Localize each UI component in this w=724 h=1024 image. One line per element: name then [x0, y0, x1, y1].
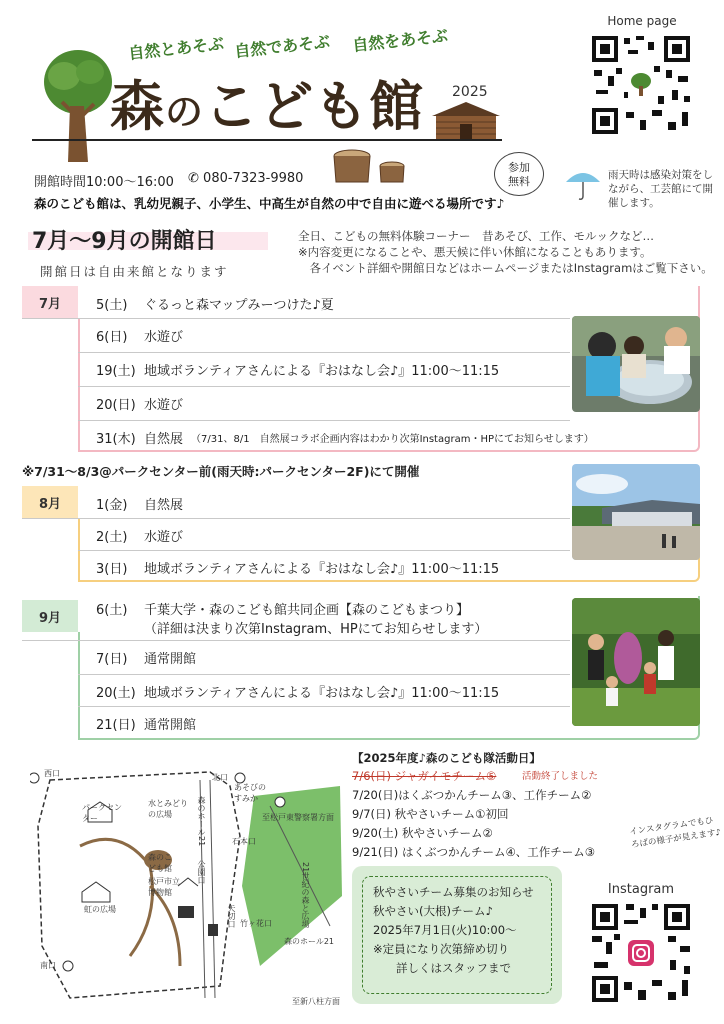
- activity-item: 9/21(日) はくぶつかんチーム④、工作チーム③: [352, 845, 596, 859]
- title-rest: こども館: [204, 75, 425, 138]
- event-date: 6(日): [96, 329, 128, 345]
- event-subtext-text: （詳細は決まり次第Instagram、HPにてお知らせします）: [144, 621, 488, 637]
- tagline-2: 自然であそぶ: [233, 32, 331, 61]
- event-date: 6(土): [96, 602, 128, 618]
- map-label: 虹の広場: [84, 905, 116, 914]
- event-text: 通常開館: [144, 651, 197, 667]
- intro-text: 森のこども館は、乳幼児親子、小学生、中高生が自然の中で自由に遊べる場所です♪: [34, 196, 505, 211]
- event-text: 水遊び: [144, 397, 184, 413]
- month-label-august: 8月: [22, 486, 78, 518]
- map-label: 南口: [40, 961, 56, 970]
- map-label: 至松戸東警察署方面: [262, 813, 334, 822]
- event-date: 20(土): [96, 685, 136, 701]
- tagline-3: 自然をあそぶ: [351, 26, 449, 55]
- recruit-box: [352, 866, 562, 1004]
- month-label-september: 9月: [22, 600, 78, 632]
- map-label: 21世紀の森と広場: [301, 862, 310, 929]
- park-center-photo: [572, 464, 700, 560]
- recruit-line: 秋やさいチーム募集のお知らせ: [373, 885, 534, 899]
- activity-item: 9/7(日) 秋やさいチーム①初回: [352, 807, 509, 821]
- event-text: ぐるっと森マップみーつけた♪夏: [144, 297, 334, 313]
- tagline-1: 自然とあそぶ: [127, 34, 225, 63]
- instagram-qr-code[interactable]: [588, 900, 694, 1006]
- list-item: [78, 706, 196, 740]
- map-label: 公園口: [197, 860, 206, 884]
- list-item: [78, 486, 183, 520]
- list-item: [78, 318, 183, 352]
- map-label: 森のホール21: [197, 796, 206, 847]
- event-text: 地域ボランティアさんによる『おはなし会♪』11:00～11:15: [144, 561, 500, 577]
- map-label: 至新八柱方面: [292, 997, 340, 1006]
- schedule-subtitle: 開館日は自由来館となります: [40, 264, 229, 279]
- map-label: 竹ヶ花口: [240, 919, 272, 928]
- instagram-note: インスタグラムでもひろばの様子が見えます♪: [628, 815, 722, 851]
- list-item: [78, 518, 183, 552]
- map-label: 松戸市立博物館: [148, 877, 180, 897]
- event-date: 21(日): [96, 717, 136, 733]
- event-text: 地域ボランティアさんによる『おはなし会♪』11:00～11:15: [144, 685, 500, 701]
- title-no: の: [165, 90, 205, 134]
- page-title: [110, 64, 424, 141]
- map-label: 石本口: [232, 837, 256, 846]
- event-date: 5(土): [96, 297, 128, 313]
- event-text: 通常開館: [144, 717, 197, 733]
- map-label: パークセンター: [82, 803, 122, 823]
- opening-hours: 開館時間10:00～16:00: [34, 175, 174, 190]
- event-subtext: （7/31、8/1 自然展コラボ企画内容はわかり次第Instagram・HPにてお知らせします）: [191, 433, 594, 445]
- year-label: 2025: [452, 84, 488, 100]
- cabin-icon: [428, 100, 504, 142]
- event-date: 19(土): [96, 363, 136, 379]
- event-date: 20(日): [96, 397, 136, 413]
- event-text: 自然展: [144, 497, 184, 513]
- event-subtext: [144, 616, 487, 638]
- note-line: 全日、こどもの無料体験コーナー 昔あそび、工作、モルックなど…: [298, 229, 655, 243]
- map-label: 水とみどりの広場: [148, 799, 188, 819]
- free-badge-line2: 無料: [508, 175, 530, 188]
- activities-title: 【2025年度♪森のこども隊活動日】: [352, 751, 541, 765]
- title-main: 森: [110, 75, 165, 138]
- list-item: [78, 386, 183, 420]
- water-play-photo: [572, 316, 700, 412]
- map-label: 西口: [44, 769, 60, 778]
- phone-value: 080-7323-9980: [203, 171, 304, 186]
- event-text: 水遊び: [144, 529, 184, 545]
- umbrella-icon: [562, 162, 604, 202]
- list-item: [78, 674, 499, 708]
- event-text: 千葉大学・森のこども館共同企画【森のこどもまつり】: [144, 602, 470, 618]
- phone-number: [188, 171, 303, 186]
- recruit-line: ※定員になり次第締め切り: [373, 942, 510, 956]
- event-text: 自然展: [144, 431, 184, 447]
- homepage-qr-code[interactable]: [588, 32, 694, 138]
- map-label: 森のこども館: [148, 853, 172, 873]
- map-label: 森のホール21: [284, 937, 335, 946]
- note-line: 各イベント詳細や開館日などはホームページまたはInstagramはご覧下さい。: [298, 261, 713, 275]
- event-text: 地域ボランティアさんによる『おはなし会♪』11:00～11:15: [144, 363, 500, 379]
- map-label: あそびのすみか: [234, 783, 266, 803]
- recruit-line: 秋やさい(大根)チーム♪: [373, 904, 493, 918]
- event-date: 2(土): [96, 529, 128, 545]
- map-label: 北口: [212, 773, 228, 782]
- stump-icon: [330, 146, 410, 186]
- recruit-line: 2025年7月1日(火)10:00～: [373, 923, 517, 937]
- garden-photo: [572, 598, 700, 726]
- rain-note: 雨天時は感染対策をしながら、工芸館にて開催します。: [608, 169, 713, 209]
- event-date: 3(日): [96, 561, 128, 577]
- list-item: [78, 640, 196, 674]
- map-label: 矢切口: [227, 904, 236, 928]
- homepage-label: Home page: [607, 14, 677, 28]
- tree-icon: [40, 46, 116, 166]
- list-item: [78, 286, 334, 320]
- list-item: [78, 420, 594, 454]
- note-line: ※内容変更になることや、悪天候に伴い休館になることもあります。: [298, 245, 652, 259]
- schedule-title: 7月～9月の開館日: [32, 229, 217, 254]
- free-badge-line1: 参加: [508, 161, 530, 174]
- month-label-july: 7月: [22, 286, 78, 318]
- event-date: 31(木): [96, 431, 136, 447]
- event-text: 水遊び: [144, 329, 184, 345]
- phone-icon: ✆: [188, 171, 199, 186]
- instagram-label: Instagram: [607, 882, 675, 897]
- activity-item: 7/6(日) ジャガイモチーム⑤: [352, 769, 497, 783]
- park-center-note: ※7/31～8/3@パークセンター前(雨天時:パークセンター2F)にて開催: [22, 464, 420, 479]
- schedule-notes: [298, 228, 713, 276]
- ground-line: [32, 139, 502, 141]
- list-item: [78, 352, 499, 386]
- recruit-box-inner: [362, 876, 552, 994]
- event-date: 1(金): [96, 497, 128, 513]
- activity-ended-note: 活動終了しました: [522, 771, 599, 782]
- activity-item: 7/20(日)はくぶつかんチーム③、工作チーム②: [352, 788, 592, 802]
- event-date: 7(日): [96, 651, 128, 667]
- free-badge: [494, 152, 544, 196]
- recruit-line: 詳しくはスタッフまで: [373, 961, 511, 975]
- list-item: [78, 550, 499, 584]
- activity-item: 9/20(土) 秋やさいチーム②: [352, 826, 493, 840]
